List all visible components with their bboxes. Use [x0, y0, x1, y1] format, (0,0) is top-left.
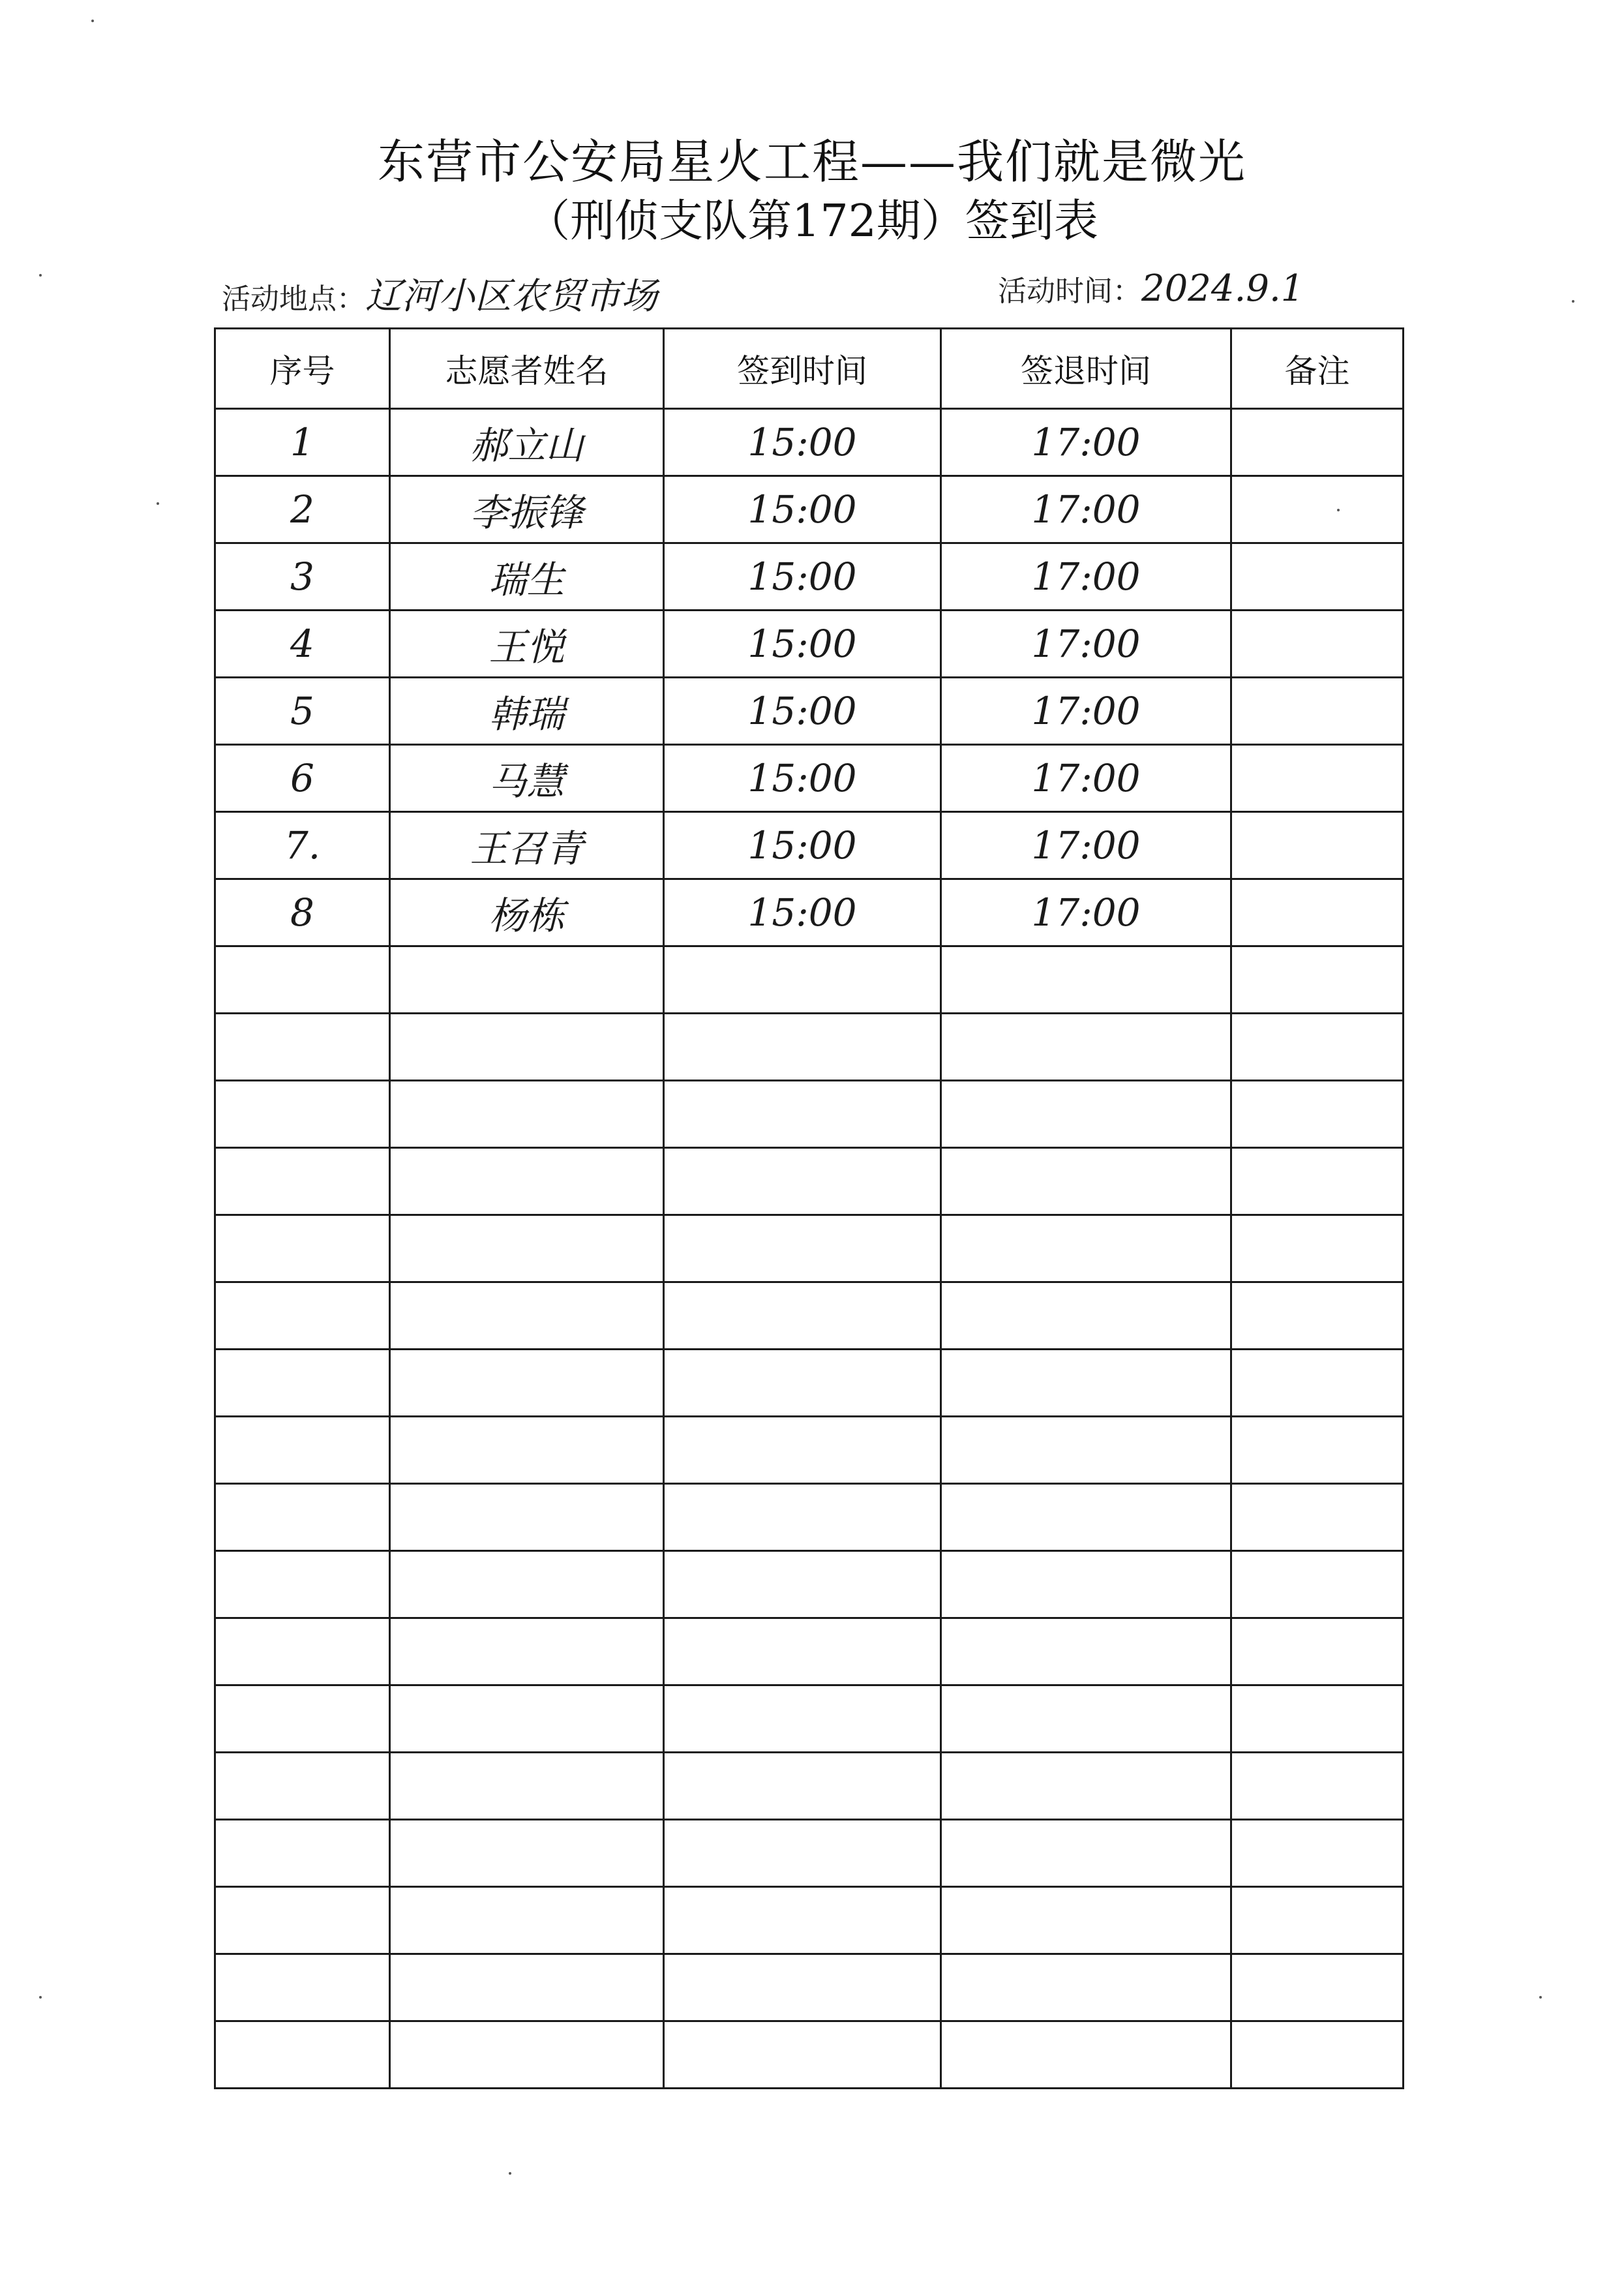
empty-table-row	[215, 1484, 1404, 1551]
header-remarks: 备注	[1231, 329, 1404, 409]
sign-in-time-cell	[664, 1954, 941, 2021]
sign-out-time-cell	[941, 1753, 1231, 1820]
sign-out-time-cell	[941, 1954, 1231, 2021]
table-row	[215, 678, 1404, 745]
volunteer-name-cell	[390, 1484, 664, 1551]
remarks-cell	[1231, 476, 1404, 543]
remarks-cell	[1231, 946, 1404, 1014]
empty-table-row	[215, 1148, 1404, 1215]
table-row	[215, 812, 1404, 879]
volunteer-name-cell	[390, 1820, 664, 1887]
remarks-cell	[1231, 1014, 1404, 1081]
empty-table-row	[215, 1685, 1404, 1753]
sign-out-time-cell	[941, 946, 1231, 1014]
table-row	[215, 409, 1404, 476]
empty-table-row	[215, 1215, 1404, 1282]
remarks-cell	[1231, 1484, 1404, 1551]
activity-time	[998, 267, 1304, 310]
sign-out-time-cell	[941, 1551, 1231, 1618]
sign-in-time-cell	[664, 1618, 941, 1685]
sign-out-time-cell: 17:00	[941, 678, 1231, 745]
volunteer-name-cell: 王悦	[390, 611, 664, 678]
volunteer-name-cell	[390, 2021, 664, 2089]
row-index-cell	[215, 1820, 390, 1887]
sign-out-time-cell: 17:00	[941, 476, 1231, 543]
volunteer-name-cell	[390, 1282, 664, 1350]
scan-speck	[1337, 509, 1340, 511]
sign-out-time-cell: 17:00	[941, 812, 1231, 879]
volunteer-name-cell: 马慧	[390, 745, 664, 812]
scan-speck	[1539, 1996, 1542, 1999]
sign-in-table	[214, 327, 1404, 2089]
row-index-cell	[215, 1417, 390, 1484]
row-index-cell	[215, 1618, 390, 1685]
sign-in-time-cell	[664, 1484, 941, 1551]
volunteer-name-cell: 王召青	[390, 812, 664, 879]
sign-in-time-cell	[664, 1820, 941, 1887]
sign-in-time-cell: 15:00	[664, 879, 941, 946]
table-row	[215, 745, 1404, 812]
sign-in-time-cell: 15:00	[664, 476, 941, 543]
sign-in-time-cell	[664, 1417, 941, 1484]
sign-in-time-cell	[664, 2021, 941, 2089]
sign-out-time-cell: 17:00	[941, 409, 1231, 476]
row-index-cell	[215, 1551, 390, 1618]
empty-table-row	[215, 946, 1404, 1014]
sign-out-time-cell	[941, 1014, 1231, 1081]
empty-table-row	[215, 1753, 1404, 1820]
empty-table-row	[215, 1820, 1404, 1887]
header-sign-in-time: 签到时间	[664, 329, 941, 409]
remarks-cell	[1231, 611, 1404, 678]
remarks-cell	[1231, 1417, 1404, 1484]
volunteer-name-cell	[390, 1618, 664, 1685]
sign-out-time-cell	[941, 1350, 1231, 1417]
remarks-cell	[1231, 745, 1404, 812]
empty-table-row	[215, 1081, 1404, 1148]
scan-speck	[91, 20, 94, 22]
sign-in-time-cell	[664, 1685, 941, 1753]
remarks-cell	[1231, 1551, 1404, 1618]
remarks-cell	[1231, 1148, 1404, 1215]
empty-table-row	[215, 1014, 1404, 1081]
scan-speck	[509, 2172, 511, 2175]
remarks-cell	[1231, 1215, 1404, 1282]
sign-out-time-cell	[941, 1820, 1231, 1887]
volunteer-name-cell	[390, 1350, 664, 1417]
sign-out-time-cell	[941, 1081, 1231, 1148]
volunteer-name-cell: 瑞生	[390, 543, 664, 611]
empty-table-row	[215, 2021, 1404, 2089]
time-label: 活动时间：	[998, 275, 1141, 308]
volunteer-name-cell	[390, 1215, 664, 1282]
sign-out-time-cell: 17:00	[941, 745, 1231, 812]
sign-in-time-cell: 15:00	[664, 745, 941, 812]
row-index-cell: 6	[215, 745, 390, 812]
activity-place	[222, 267, 657, 320]
remarks-cell	[1231, 1887, 1404, 1954]
sign-in-time-cell	[664, 1215, 941, 1282]
volunteer-name-cell	[390, 1753, 664, 1820]
sign-in-time-cell	[664, 1148, 941, 1215]
row-index-cell	[215, 946, 390, 1014]
empty-table-row	[215, 1417, 1404, 1484]
sign-in-time-cell	[664, 1081, 941, 1148]
remarks-cell	[1231, 1282, 1404, 1350]
volunteer-name-cell: 李振锋	[390, 476, 664, 543]
place-value: 辽河小区农贸市场	[365, 275, 657, 318]
remarks-cell	[1231, 543, 1404, 611]
table-row	[215, 476, 1404, 543]
volunteer-name-cell	[390, 1081, 664, 1148]
sign-out-time-cell	[941, 1215, 1231, 1282]
volunteer-name-cell	[390, 1685, 664, 1753]
row-index-cell	[215, 1887, 390, 1954]
row-index-cell	[215, 1148, 390, 1215]
volunteer-name-cell	[390, 1954, 664, 2021]
table-row	[215, 543, 1404, 611]
scan-speck	[1572, 300, 1574, 303]
row-index-cell	[215, 1081, 390, 1148]
sign-in-time-cell	[664, 1551, 941, 1618]
row-index-cell: 7.	[215, 812, 390, 879]
row-index-cell	[215, 1350, 390, 1417]
sign-in-time-cell	[664, 1014, 941, 1081]
scan-speck	[39, 274, 42, 277]
remarks-cell	[1231, 1954, 1404, 2021]
empty-table-row	[215, 1551, 1404, 1618]
sign-out-time-cell: 17:00	[941, 543, 1231, 611]
remarks-cell	[1231, 879, 1404, 946]
remarks-cell	[1231, 678, 1404, 745]
remarks-cell	[1231, 1081, 1404, 1148]
row-index-cell	[215, 1215, 390, 1282]
header-index: 序号	[215, 329, 390, 409]
sign-out-time-cell	[941, 1887, 1231, 1954]
header-volunteer-name: 志愿者姓名	[390, 329, 664, 409]
sign-in-time-cell	[664, 946, 941, 1014]
sign-out-time-cell	[941, 1484, 1231, 1551]
scan-speck	[157, 502, 159, 505]
empty-table-row	[215, 1282, 1404, 1350]
volunteer-name-cell	[390, 1014, 664, 1081]
remarks-cell	[1231, 1618, 1404, 1685]
row-index-cell	[215, 1282, 390, 1350]
volunteer-name-cell	[390, 1417, 664, 1484]
empty-table-row	[215, 1887, 1404, 1954]
sign-out-time-cell: 17:00	[941, 879, 1231, 946]
sign-in-time-cell: 15:00	[664, 543, 941, 611]
sign-out-time-cell	[941, 1417, 1231, 1484]
document-title: 东营市公安局星火工程——我们就是微光	[377, 134, 1246, 189]
row-index-cell: 8	[215, 879, 390, 946]
table-row	[215, 879, 1404, 946]
row-index-cell: 4	[215, 611, 390, 678]
row-index-cell	[215, 2021, 390, 2089]
volunteer-name-cell	[390, 1148, 664, 1215]
empty-table-row	[215, 1618, 1404, 1685]
table-row	[215, 611, 1404, 678]
header-sign-out-time: 签退时间	[941, 329, 1231, 409]
row-index-cell	[215, 1685, 390, 1753]
remarks-cell	[1231, 1685, 1404, 1753]
sign-out-time-cell	[941, 1282, 1231, 1350]
sign-out-time-cell	[941, 1148, 1231, 1215]
row-index-cell	[215, 1484, 390, 1551]
volunteer-name-cell: 杨栋	[390, 879, 664, 946]
row-index-cell: 3	[215, 543, 390, 611]
sign-out-time-cell: 17:00	[941, 611, 1231, 678]
time-value: 2024.9.1	[1141, 267, 1304, 310]
sign-out-time-cell	[941, 1685, 1231, 1753]
remarks-cell	[1231, 812, 1404, 879]
remarks-cell	[1231, 1753, 1404, 1820]
remarks-cell	[1231, 409, 1404, 476]
sign-in-time-cell: 15:00	[664, 678, 941, 745]
sign-in-time-cell	[664, 1350, 941, 1417]
volunteer-name-cell	[390, 946, 664, 1014]
empty-table-row	[215, 1350, 1404, 1417]
volunteer-name-cell	[390, 1887, 664, 1954]
empty-table-row	[215, 1954, 1404, 2021]
place-label: 活动地点：	[222, 282, 365, 316]
row-index-cell	[215, 1954, 390, 2021]
volunteer-name-cell: 郝立山	[390, 409, 664, 476]
remarks-cell	[1231, 1350, 1404, 1417]
remarks-cell	[1231, 1820, 1404, 1887]
scan-speck	[39, 1996, 42, 1999]
sign-in-time-cell: 15:00	[664, 812, 941, 879]
sign-out-time-cell	[941, 1618, 1231, 1685]
row-index-cell	[215, 1753, 390, 1820]
row-index-cell: 2	[215, 476, 390, 543]
sign-in-time-cell	[664, 1753, 941, 1820]
document-subtitle: （刑侦支队第172期）签到表	[526, 196, 1098, 247]
sign-in-time-cell: 15:00	[664, 611, 941, 678]
volunteer-name-cell: 韩瑞	[390, 678, 664, 745]
remarks-cell	[1231, 2021, 1404, 2089]
row-index-cell: 1	[215, 409, 390, 476]
row-index-cell: 5	[215, 678, 390, 745]
sign-out-time-cell	[941, 2021, 1231, 2089]
row-index-cell	[215, 1014, 390, 1081]
table-header-row	[215, 329, 1404, 409]
sign-in-time-cell	[664, 1887, 941, 1954]
sign-in-time-cell: 15:00	[664, 409, 941, 476]
volunteer-name-cell	[390, 1551, 664, 1618]
sign-in-time-cell	[664, 1282, 941, 1350]
